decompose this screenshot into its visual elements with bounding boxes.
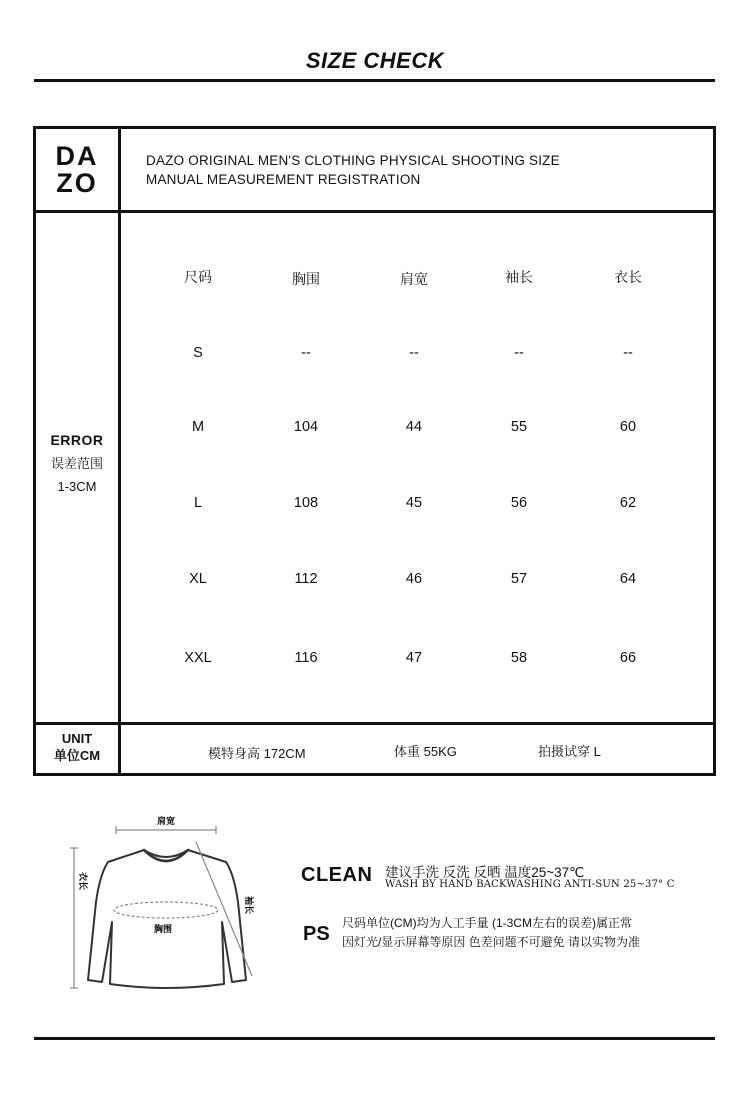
header-line-1: DAZO ORIGINAL MEN'S CLOTHING PHYSICAL SHOOTING SIZE	[146, 153, 560, 168]
unit-label-cn: 单位CM	[53, 748, 101, 763]
table-cell: 116	[294, 650, 318, 666]
table-cell: 56	[510, 495, 528, 511]
model-weight: 体重 55KG	[394, 744, 457, 759]
header-line-2: MANUAL MEASUREMENT REGISTRATION	[146, 172, 421, 187]
table-header-divider	[36, 210, 713, 213]
garment-measurement-diagram	[56, 812, 276, 1002]
clean-label: CLEAN	[301, 864, 373, 886]
page-title: SIZE CHECK	[305, 48, 445, 73]
clean-instructions-en: WASH BY HAND BACKWASHING ANTI-SUN 25~37° C	[385, 879, 675, 890]
chest-measure-line	[114, 902, 218, 918]
table-footer-divider	[36, 722, 713, 725]
table-cell: 57	[510, 571, 528, 587]
table-cell: 44	[405, 419, 423, 435]
table-cell: 47	[405, 650, 423, 666]
column-header-sleeve: 袖长	[505, 269, 533, 285]
table-header-text	[146, 151, 560, 189]
table-cell: S	[193, 345, 203, 361]
table-cell: 108	[293, 495, 319, 511]
table-cell: 64	[619, 571, 637, 587]
fitting-size: 拍摄试穿 L	[538, 744, 601, 759]
table-cell: --	[514, 345, 524, 361]
ps-note-line-1: 尺码单位(CM)均为人工手量 (1-3CM左右的误差)属正常	[342, 916, 632, 930]
table-cell: 60	[619, 419, 637, 435]
error-label-en: ERROR	[50, 432, 104, 448]
table-cell: M	[191, 419, 205, 435]
error-range-value: 1-3CM	[57, 479, 97, 494]
diagram-label-shoulder: 肩宽	[156, 817, 176, 827]
column-header-size: 尺码	[184, 269, 212, 285]
table-cell: 55	[510, 419, 528, 435]
table-cell: --	[301, 345, 311, 361]
brand-line-1: DA	[55, 140, 99, 171]
column-header-shoulder: 肩宽	[400, 271, 428, 287]
ps-label: PS	[303, 923, 330, 945]
table-cell: 58	[510, 650, 528, 666]
table-cell: 112	[294, 571, 318, 587]
error-label-cn: 误差范围	[50, 456, 103, 471]
garment-outline	[88, 850, 246, 988]
unit-label	[36, 730, 118, 764]
brand-logo	[36, 129, 118, 210]
bottom-divider	[34, 1037, 715, 1040]
diagram-label-length: 衣长	[77, 872, 87, 891]
unit-label-en: UNIT	[61, 731, 93, 746]
table-cell: L	[193, 495, 203, 511]
table-cell: 66	[619, 650, 637, 666]
table-vertical-divider	[118, 129, 121, 773]
diagram-label-chest: 胸围	[154, 925, 173, 935]
table-cell: XXL	[184, 650, 212, 666]
table-cell: XL	[189, 571, 207, 587]
model-height: 模特身高 172CM	[208, 746, 306, 761]
table-cell: --	[623, 345, 633, 361]
garment-collar	[144, 850, 188, 861]
diagram-label-sleeve: 袖长	[243, 896, 253, 915]
clean-instructions-cn: 建议手洗 反洗 反晒 温度25~37℃	[385, 865, 585, 880]
brand-line-2: ZO	[56, 167, 98, 198]
error-range	[36, 429, 118, 498]
table-cell: --	[409, 345, 419, 361]
ps-note-line-2: 因灯光/显示屏幕等原因 色差问题不可避免 请以实物为准	[342, 935, 641, 949]
table-cell: 46	[405, 571, 423, 587]
table-cell: 45	[405, 495, 423, 511]
table-cell: 62	[619, 495, 637, 511]
top-divider	[34, 79, 715, 82]
size-table	[33, 126, 716, 776]
table-cell: 104	[293, 419, 319, 435]
column-header-chest: 胸围	[292, 271, 320, 287]
column-header-length: 衣长	[614, 269, 642, 285]
